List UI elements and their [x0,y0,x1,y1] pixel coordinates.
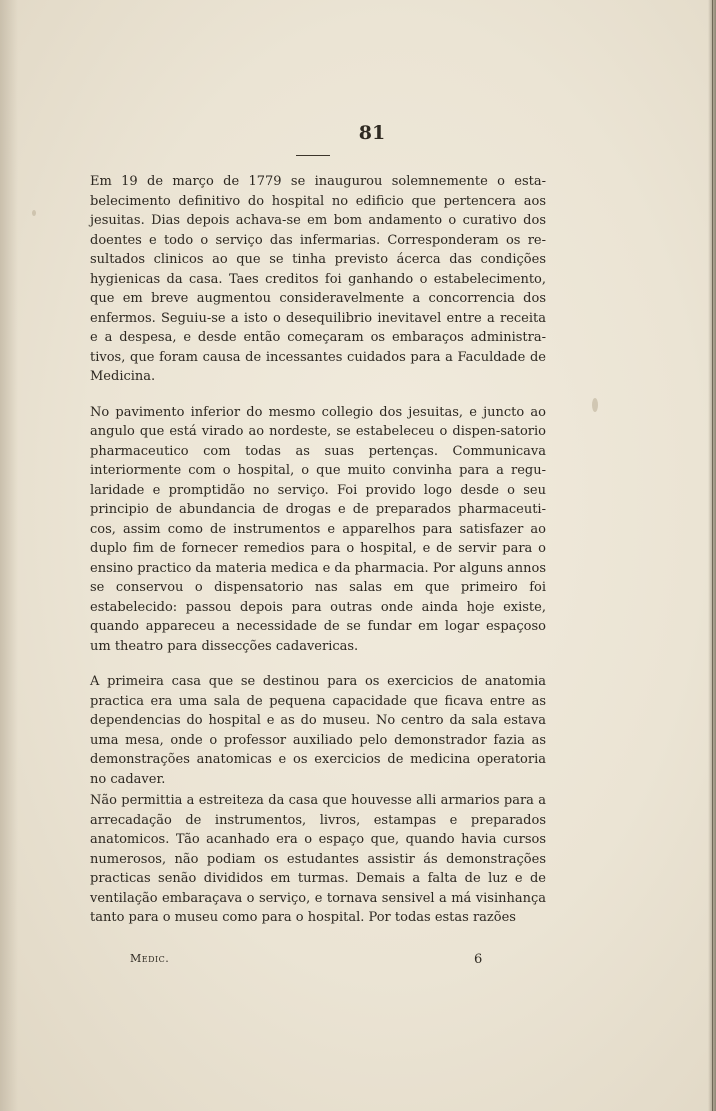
footer-signature-number: 6 [474,952,483,967]
page-edge-line [712,0,713,1111]
paragraph-3: A primeira casa que se destinou para os exercicios de anatomia practica era uma sala de pequena capacidade que ficava entre as dependencias do hospital e as do museu. No centro da sala estava uma mesa, onde o professor auxiliado pelo demonstrador fazia as demonstrações anatomicas e os exercicios de medicina operatoria no cadaver. [90,674,546,787]
paragraph-1: Em 19 de março de 1779 se inaugurou solemnemente o esta-belecimento definitivo do hospital no edificio que pertencera aos jesuitas. Dias depois achava-se em bom andamento o curativo dos doentes e todo o serviço das infermarias. Corresponderam os re-sultados clinicos ao que se tinha previsto ácerca das condições hygienicas da casa. Taes creditos foi ganhando o estabelecimento, que em breve augmentou consideravelmente a concorrencia dos enfermos. Seguiu-se a isto o desequilibrio inevitavel entre a receita e a despesa, e desde então começaram os embaraços administra-tivos, que foram causa de incessantes cuidados para a Faculdade de Medicina. [90,174,546,384]
paragraph-2: No pavimento inferior do mesmo collegio dos jesuitas, e juncto ao angulo que está virado ao nordeste, se estabeleceu o dispen-satorio pharmaceutico com todas as suas pertenças. Communicava interiormente com o hospital, o que muito convinha para a regu-laridade e promptidão no serviço. Foi provido logo desde o seu principio de abundancia de drogas e de preparados pharmaceuti-cos, assim como de instrumentos e apparelhos para satisfazer ao duplo fim de fornecer remedios para o hospital, e de servir para o ensino practico da materia medica e da pharmacia. Por alguns annos se conservou o dispensatorio nas salas em que primeiro foi estabelecido: passou depois para outras onde ainda hoje existe, quando appareceu a necessidade de se fundar em logar espaçoso um theatro para dissecções cadavericas. [90,404,546,654]
paper-speck [592,398,598,412]
footer-signature: Medic. [130,952,170,965]
page-number: 81 [358,122,386,144]
body-text [90,172,546,928]
paragraph-4: Não permittia a estreiteza da casa que houvesse alli armarios para a arrecadação de instrumentos, livros, estampas e preparados anatomicos. Tão acanhado era o espaço que, quando havia cursos numerosos, não podiam os estudantes assistir ás demonstrações practicas senão divididos em turmas. Demais a falta de luz e de ventilação embaraçava o serviço, e tornava sensivel a má visinhança tanto para o museu como para o hospital. Por todas estas razões [90,793,546,925]
paper-speck [32,210,36,216]
page-gutter-shadow [0,0,18,1111]
page-number-rule [296,155,330,156]
